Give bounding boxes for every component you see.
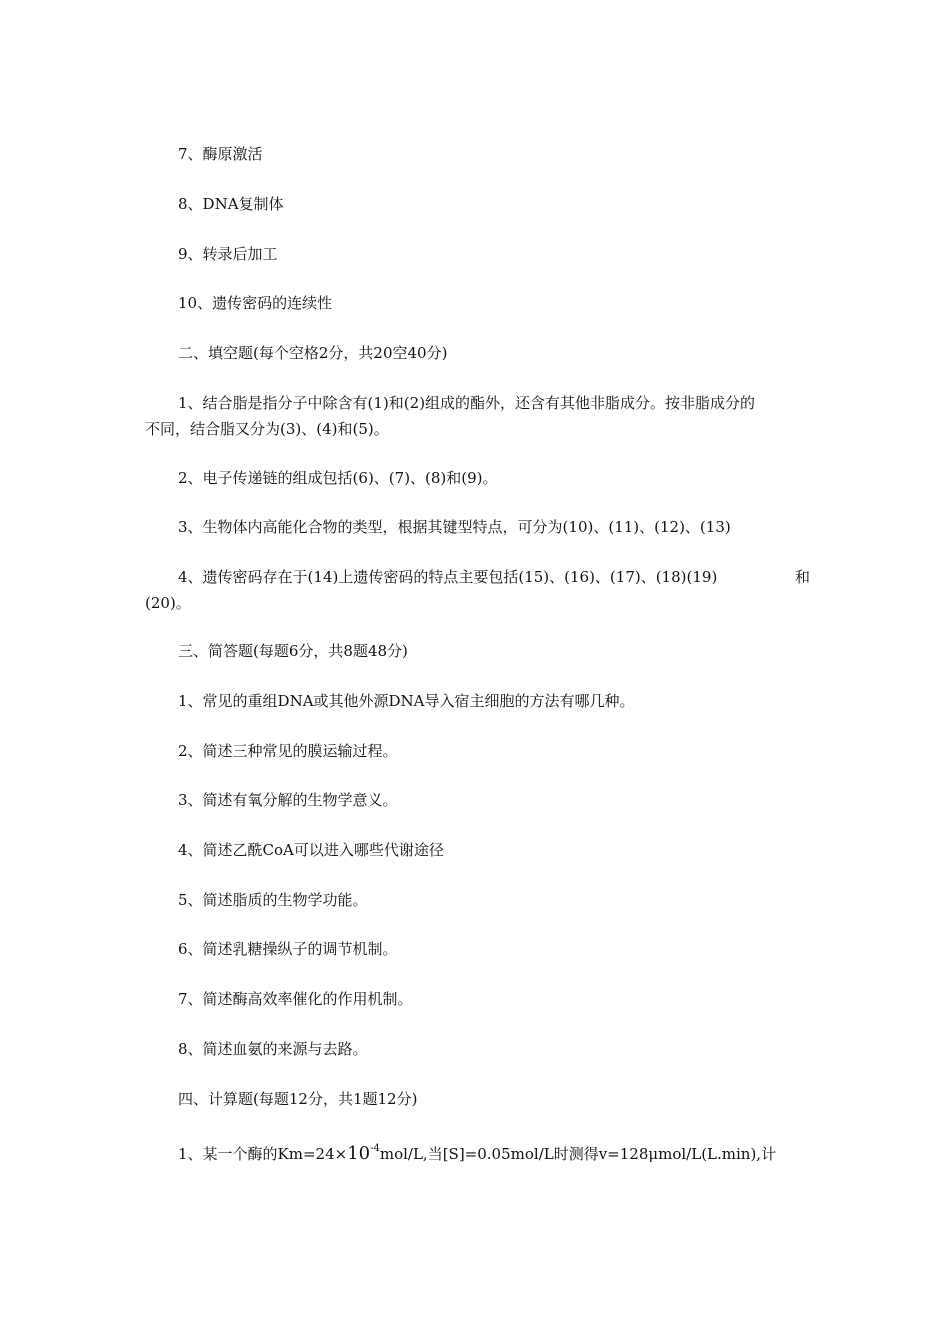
calculation-q1	[145, 1141, 843, 1167]
calculation-q1-exponent: -4	[370, 1143, 380, 1154]
fill-blank-q1-line2: 不同，结合脂又分为(3)、(4)和(5)。	[145, 420, 389, 438]
short-answer-q8: 8、简述血氨的来源与去路。	[178, 1040, 368, 1058]
fill-blank-q4	[145, 564, 810, 616]
section-heading-fill-blank: 二、填空题(每个空格2分，共20空40分)	[178, 344, 448, 362]
fill-blank-q2: 2、电子传递链的组成包括(6)、(7)、(8)和(9)。	[178, 469, 498, 487]
term-item-9: 9、转录后加工	[178, 245, 278, 263]
fill-blank-q3: 3、生物体内高能化合物的类型，根据其键型特点，可分为(10)、(11)、(12)、(13)	[178, 518, 731, 536]
section-heading-calculation: 四、计算题(每题12分，共1题12分)	[178, 1090, 418, 1108]
calculation-q1-base: 10	[347, 1143, 371, 1164]
short-answer-q1: 1、常见的重组DNA或其他外源DNA导入宿主细胞的方法有哪几种。	[178, 692, 635, 710]
fill-blank-q4-he: 和	[794, 568, 810, 586]
short-answer-q7: 7、简述酶高效率催化的作用机制。	[178, 990, 413, 1008]
short-answer-q4: 4、简述乙酰CoA可以进入哪些代谢途径	[178, 841, 444, 859]
short-answer-q2: 2、简述三种常见的膜运输过程。	[178, 742, 398, 760]
short-answer-q5: 5、简述脂质的生物学功能。	[178, 891, 368, 909]
fill-blank-q1-line1: 1、结合脂是指分子中除含有(1)和(2)组成的酯外，还含有其他非脂成分。按非脂成分的	[178, 394, 756, 412]
fill-blank-q4-line2: (20)。	[145, 594, 191, 612]
calculation-q1-prefix: 1、某一个酶的Km=24×	[178, 1145, 348, 1163]
section-heading-short-answer: 三、简答题(每题6分，共8题48分)	[178, 642, 408, 660]
short-answer-q3: 3、简述有氧分解的生物学意义。	[178, 791, 398, 809]
term-item-7: 7、酶原激活	[178, 145, 263, 163]
fill-blank-q1	[145, 390, 810, 442]
fill-blank-q4-line1	[145, 564, 810, 590]
short-answer-q6: 6、简述乳糖操纵子的调节机制。	[178, 940, 398, 958]
calculation-q1-suffix: mol/L,当[S]=0.05mol/L时测得v=128μmol/L(L.min),计	[379, 1145, 777, 1163]
term-item-10: 10、遗传密码的连续性	[178, 294, 333, 312]
fill-blank-q4-text: 4、遗传密码存在于(14)上遗传密码的特点主要包括(15)、(16)、(17)、(18)(19)	[178, 568, 718, 586]
term-item-8: 8、DNA复制体	[178, 195, 284, 213]
